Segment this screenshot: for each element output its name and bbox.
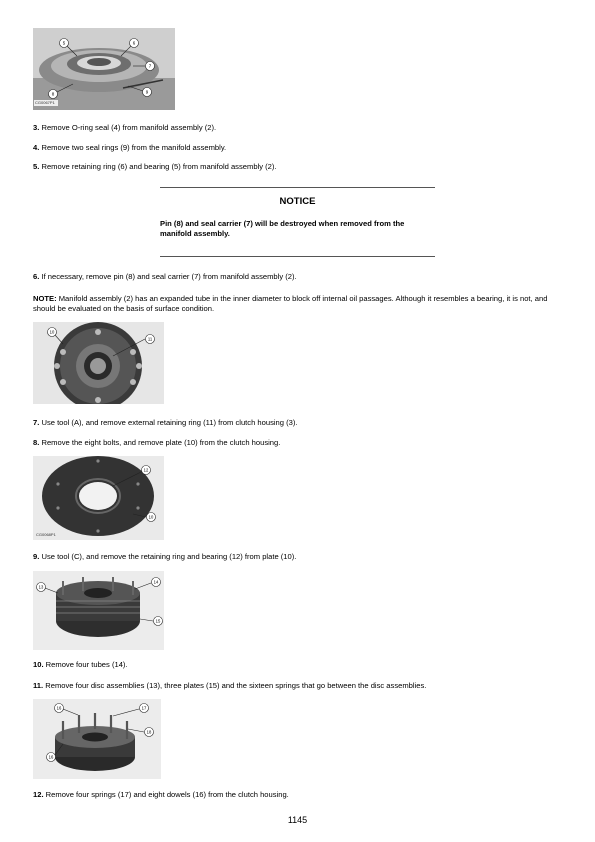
photo-clutch-housing-ring — [33, 322, 164, 404]
callout-10b: 10 — [148, 514, 154, 520]
photo-disc-assemblies — [33, 571, 164, 650]
callout-10: 10 — [49, 329, 55, 335]
photo-code: CG0067P1 — [35, 100, 55, 105]
callout-13: 13 — [38, 584, 44, 590]
photo-code: CG0068P1 — [36, 532, 56, 537]
callout-9: 9 — [145, 89, 149, 95]
callout-17: 17 — [141, 705, 147, 711]
callout-7: 7 — [148, 63, 152, 69]
step-6: 6. If necessary, remove pin (8) and seal carrier (7) from manifold assembly (2). — [33, 272, 297, 281]
step-9: 9. Use tool (C), and remove the retaining ring and bearing (12) from plate (10). — [33, 552, 297, 561]
clutch-housing-illustration — [33, 322, 164, 404]
step-8: 8. Remove the eight bolts, and remove plate (10) from the clutch housing. — [33, 438, 281, 447]
step-10: 10. Remove four tubes (14). — [33, 660, 128, 669]
callout-5: 5 — [62, 40, 66, 46]
callout-12: 12 — [143, 467, 149, 473]
note: NOTE: Manifold assembly (2) has an expanded tube in the inner diameter to block off internal oil passages. Although it resembles a bearing, it is not, and should be evaluated on the basis of surface condition. — [33, 294, 548, 313]
callout-6: 6 — [132, 40, 136, 46]
photo-clutch-housing-springs — [33, 699, 161, 779]
manifold-illustration — [33, 28, 175, 110]
step-4: 4. Remove two seal rings (9) from the manifold assembly. — [33, 143, 227, 152]
page-number: 1145 — [287, 815, 308, 825]
springs-illustration — [33, 699, 161, 779]
callout-14: 14 — [153, 579, 159, 585]
callout-8: 8 — [51, 91, 55, 97]
step-3: 3. Remove O-ring seal (4) from manifold assembly (2). — [33, 123, 217, 132]
photo-manifold-assembly — [33, 28, 175, 110]
callout-16: 16 — [56, 705, 62, 711]
step-12: 12. Remove four springs (17) and eight dowels (16) from the clutch housing. — [33, 790, 289, 799]
notice-bottom-rule — [160, 256, 435, 257]
plate-illustration — [33, 456, 164, 540]
callout-18: 18 — [146, 729, 152, 735]
callout-15: 15 — [155, 618, 161, 624]
callout-16b: 16 — [48, 754, 54, 760]
notice-top-rule — [160, 187, 435, 188]
photo-plate — [33, 456, 164, 540]
step-11: 11. Remove four disc assemblies (13), three plates (15) and the sixteen springs that go between the disc assemblies. — [33, 681, 427, 690]
disc-assembly-illustration — [33, 571, 164, 650]
callout-11: 11 — [147, 336, 153, 342]
notice-title: NOTICE — [279, 196, 316, 207]
notice-body: Pin (8) and seal carrier (7) will be destroyed when removed from the manifold assembly. — [160, 219, 405, 238]
step-5: 5. Remove retaining ring (6) and bearing (5) from manifold assembly (2). — [33, 162, 277, 171]
step-7: 7. Use tool (A), and remove external retaining ring (11) from clutch housing (3). — [33, 418, 298, 427]
